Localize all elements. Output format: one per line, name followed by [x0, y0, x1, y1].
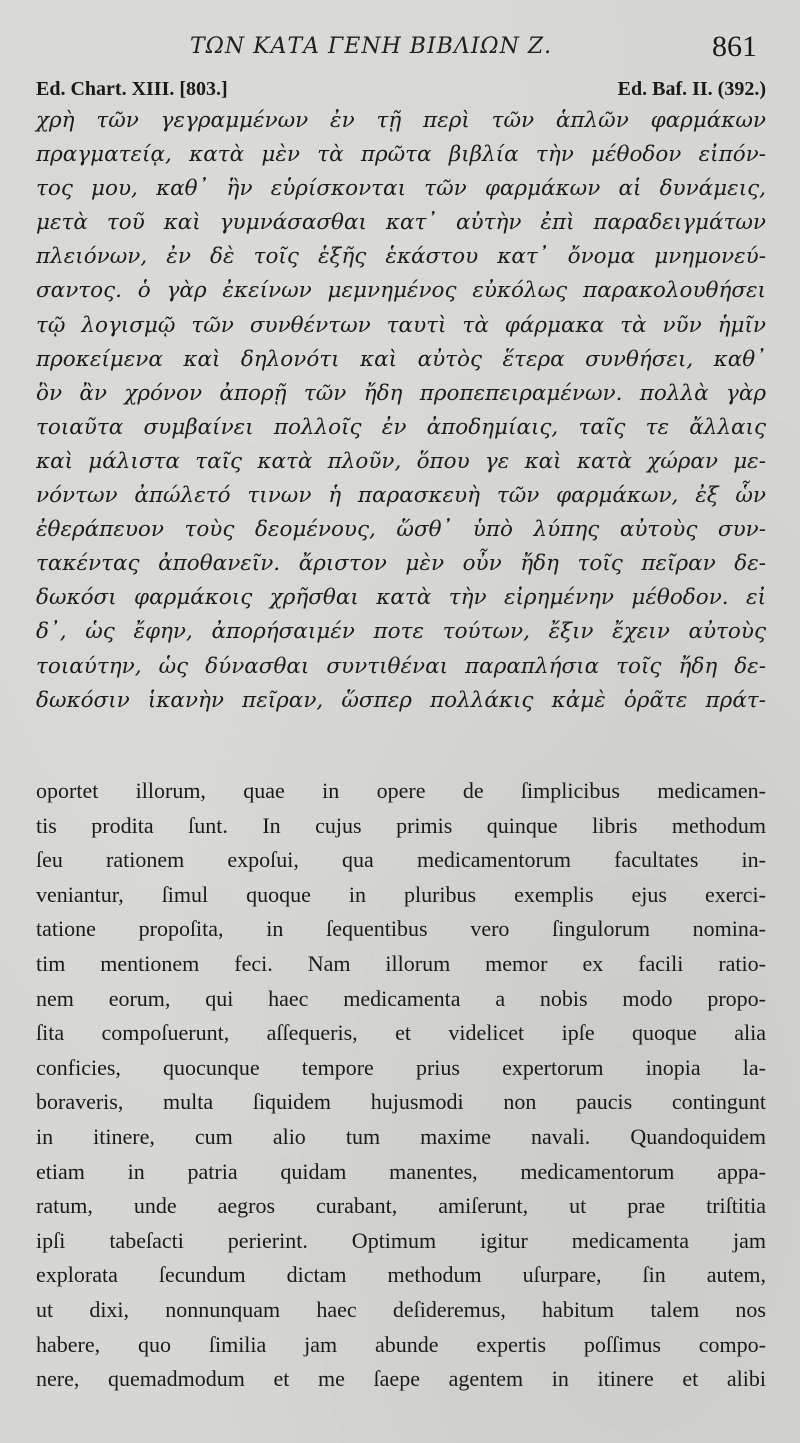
latin-text-line: tim mentionem feci. Nam illorum memor ex facili ratio-: [36, 950, 766, 976]
greek-text-line: ἐθεράπευον τοὺς δεομένους, ὥσθ᾽ ὑπὸ λύπης αὐτοὺς συν-: [36, 517, 766, 543]
page-number: 861: [712, 30, 757, 63]
greek-text-line: τοιαῦτα συμβαίνει πολλοῖς ἐν ἀποδημίαις, ταῖς τε ἄλλαις: [36, 414, 766, 440]
edition-reference-basel: Ed. Baf. II. (392.): [617, 78, 766, 100]
latin-text-line: ut dixi, nonnunquam haec deſideremus, habitum talem nos: [36, 1296, 766, 1322]
greek-text-block: [36, 104, 766, 718]
greek-text-line: δωκόσι φαρμάκοις χρῆσθαι κατὰ τὴν εἰρημένην μέθοδον. εἰ: [36, 585, 766, 611]
greek-text-line: πραγματείᾳ, κατὰ μὲν τὰ πρῶτα βιβλία τὴν μέθοδον εἰπόν-: [36, 142, 766, 168]
latin-text-line: boraveris, multa ſiquidem hujusmodi non paucis contingunt: [36, 1089, 766, 1115]
greek-text-line: πλειόνων, ἐν δὲ τοῖς ἑξῆς ἑκάστου κατ᾽ ὄνομα μνημονεύ-: [36, 244, 766, 270]
greek-text-line: χρὴ τῶν γεγραμμένων ἐν τῇ περὶ τῶν ἁπλῶν φαρμάκων: [36, 108, 766, 133]
greek-text-line: τακέντας ἀποθανεῖν. ἄριστον μὲν οὖν ἤδη τοῖς πεῖραν δε-: [36, 551, 766, 577]
greek-text-line: νόντων ἀπώλετό τινων ἡ παρασκευὴ τῶν φαρμάκων, ἐξ ὧν: [36, 483, 766, 509]
latin-text-line: habere, quo ſimilia jam abunde expertis poſſimus compo-: [36, 1331, 766, 1357]
latin-text-line: tatione propoſita, in ſequentibus vero ſingulorum nomina-: [36, 916, 766, 942]
greek-text-line: μετὰ τοῦ καὶ γυμνάσασθαι κατ᾽ αὐτὴν ἐπὶ παραδειγμάτων: [36, 210, 766, 236]
edition-reference-chartier: Ed. Chart. XIII. [803.]: [36, 78, 228, 100]
greek-text-line: σαντος. ὁ γὰρ ἐκείνων μεμνημένος εὐκόλως παρακολουθήσει: [36, 278, 766, 304]
latin-text-line: ſita compoſuerunt, aſſequeris, et videlicet ipſe quoque alia: [36, 1020, 766, 1046]
greek-text-line: καὶ μάλιστα ταῖς κατὰ πλοῦν, ὅπου γε καὶ κατὰ χώραν με-: [36, 448, 766, 474]
latin-text-line: etiam in patria quidam manentes, medicamentorum appa-: [36, 1158, 766, 1184]
latin-text-line: in itinere, cum alio tum maxime navali. Quandoquidem: [36, 1123, 766, 1149]
greek-text-line: τῷ λογισμῷ τῶν συνθέντων ταυτὶ τὰ φάρμακα τὰ νῦν ἡμῖν: [36, 312, 766, 338]
latin-text-line: conficies, quocunque tempore prius expertorum inopia la-: [36, 1054, 766, 1080]
latin-text-line: ipſi tabeſacti perierint. Optimum igitur medicamenta jam: [36, 1227, 766, 1253]
greek-text-line: δ᾽, ὡς ἔφην, ἀπορήσαιμέν ποτε τούτων, ἔξιν ἔχειν αὐτοὺς: [36, 619, 766, 645]
latin-text-line: explorata ſecundum dictam methodum uſurpare, ſin autem,: [36, 1262, 766, 1288]
latin-text-line: veniantur, ſimul quoque in pluribus exemplis ejus exerci-: [36, 881, 766, 907]
latin-text-line: oportet illorum, quae in opere de ſimplicibus medicamen-: [36, 778, 766, 803]
latin-text-line: tis prodita ſunt. In cujus primis quinque libris methodum: [36, 812, 766, 838]
greek-text-line: δωκόσιν ἱκανὴν πεῖραν, ὥσπερ πολλάκις κἀμὲ ὁρᾶτε πράτ-: [36, 687, 766, 713]
latin-text-line: nem eorum, qui haec medicamenta a nobis modo propo-: [36, 985, 766, 1011]
latin-text-block: [36, 774, 766, 1397]
running-head: [0, 30, 800, 70]
latin-text-line: nere, quemadmodum et me ſaepe agentem in itinere et alibi: [36, 1366, 766, 1392]
latin-text-line: ſeu rationem expoſui, qua medicamentorum facultates in-: [36, 847, 766, 873]
greek-text-line: τος μου, καθ᾽ ἣν εὑρίσκονται τῶν φαρμάκων αἱ δυνάμεις,: [36, 176, 766, 202]
greek-text-line: τοιαύτην, ὡς δύνασθαι συντιθέναι παραπλήσια τοῖς ἤδη δε-: [36, 653, 766, 679]
greek-text-line: προκείμενα καὶ δηλονότι καὶ αὐτὸς ἕτερα συνθήσει, καθ᾽: [36, 346, 766, 372]
latin-text-line: ratum, unde aegros curabant, amiſerunt, ut prae triſtitia: [36, 1193, 766, 1219]
running-title: ΤΩΝ ΚΑΤΑ ΓΕΝΗ ΒΙΒΛΙΩΝ Ζ.: [190, 34, 553, 59]
greek-text-line: ὃν ἂν χρόνον ἀπορῇ τῶν ἤδη προπεπειραμένων. πολλὰ γὰρ: [36, 380, 766, 406]
